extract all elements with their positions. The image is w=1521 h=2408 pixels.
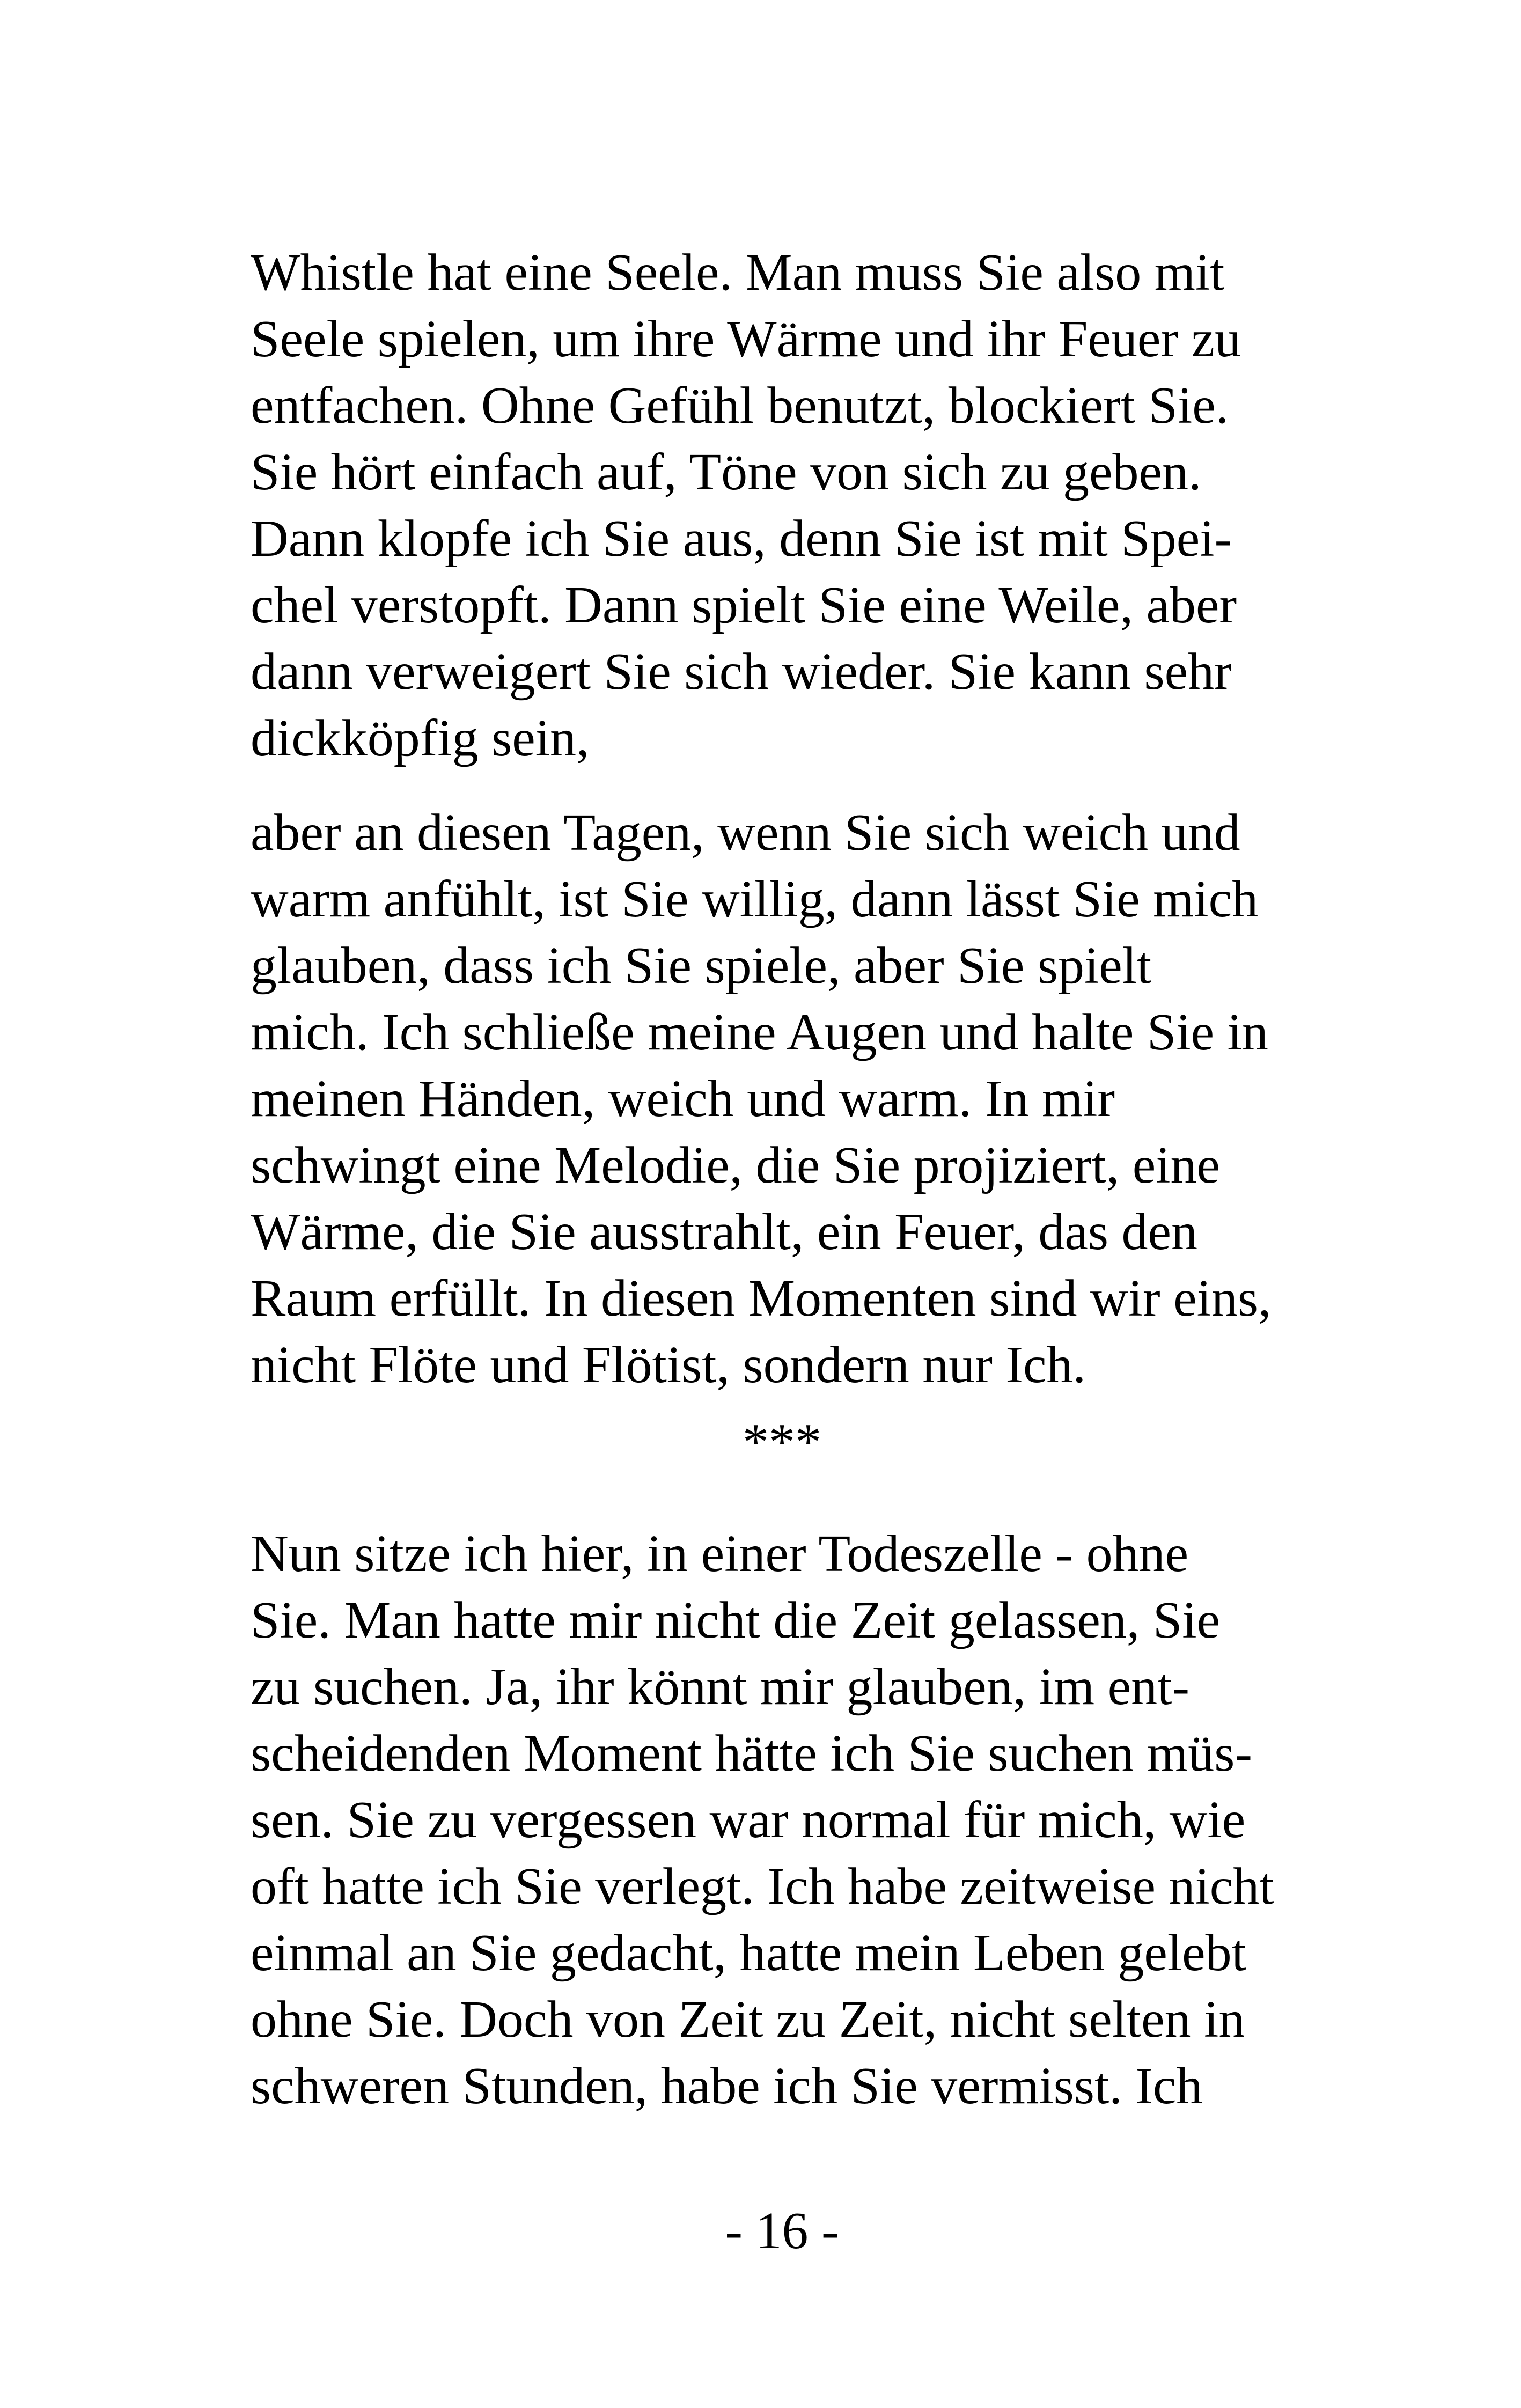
text-line: aber an diesen Tagen, wenn Sie sich weich und: [251, 804, 1240, 862]
text-line: schwingt eine Melodie, die Sie projiziert, eine: [251, 1136, 1221, 1194]
text-line: ohne Sie. Doch von Zeit zu Zeit, nicht selten in: [251, 1991, 1245, 2049]
text-line: scheidenden Moment hätte ich Sie suchen müs-: [251, 1724, 1252, 1782]
paragraph-3: [251, 1521, 1313, 2119]
text-line: glauben, dass ich Sie spiele, aber Sie spielt: [251, 937, 1152, 995]
text-line: Nun sitze ich hier, in einer Todeszelle - ohne: [251, 1525, 1189, 1583]
text-line: entfachen. Ohne Gefühl benutzt, blockiert Sie.: [251, 377, 1229, 435]
text-line: sen. Sie zu vergessen war normal für mich, wie: [251, 1791, 1246, 1849]
text-line: Seele spielen, um ihre Wärme und ihr Feuer zu: [251, 310, 1241, 368]
text-line: Sie. Man hatte mir nicht die Zeit gelassen, Sie: [251, 1591, 1221, 1649]
text-line: Whistle hat eine Seele. Man muss Sie also mit: [251, 244, 1225, 302]
text-line: dickköpfig sein,: [251, 709, 590, 767]
text-line: dann verweigert Sie sich wieder. Sie kann sehr: [251, 643, 1232, 701]
text-line: zu suchen. Ja, ihr könnt mir glauben, im ent-: [251, 1658, 1189, 1716]
text-line: Wärme, die Sie ausstrahlt, ein Feuer, das den: [251, 1203, 1197, 1261]
section-separator: ***: [743, 1413, 821, 1471]
page-number: - 16 -: [725, 2202, 839, 2260]
text-line: meinen Händen, weich und warm. In mir: [251, 1070, 1115, 1128]
text-line: oft hatte ich Sie verlegt. Ich habe zeitweise nicht: [251, 1858, 1274, 1915]
text-line: schweren Stunden, habe ich Sie vermisst. Ich: [251, 2057, 1203, 2115]
text-line: mich. Ich schließe meine Augen und halte Sie in: [251, 1003, 1268, 1061]
text-line: chel verstopft. Dann spielt Sie eine Weile, aber: [251, 576, 1237, 634]
text-line: einmal an Sie gedacht, hatte mein Leben gelebt: [251, 1924, 1246, 1982]
text-line: Raum erfüllt. In diesen Momenten sind wir eins,: [251, 1269, 1272, 1327]
text-line: Sie hört einfach auf, Töne von sich zu geben.: [251, 443, 1202, 501]
paragraph-1: [251, 239, 1313, 772]
text-line: warm anfühlt, ist Sie willig, dann lässt Sie mich: [251, 870, 1259, 928]
text-line: Dann klopfe ich Sie aus, denn Sie ist mit Spei-: [251, 510, 1232, 568]
text-line: nicht Flöte und Flötist, sondern nur Ich.: [251, 1336, 1086, 1394]
paragraph-2: [251, 799, 1313, 1398]
